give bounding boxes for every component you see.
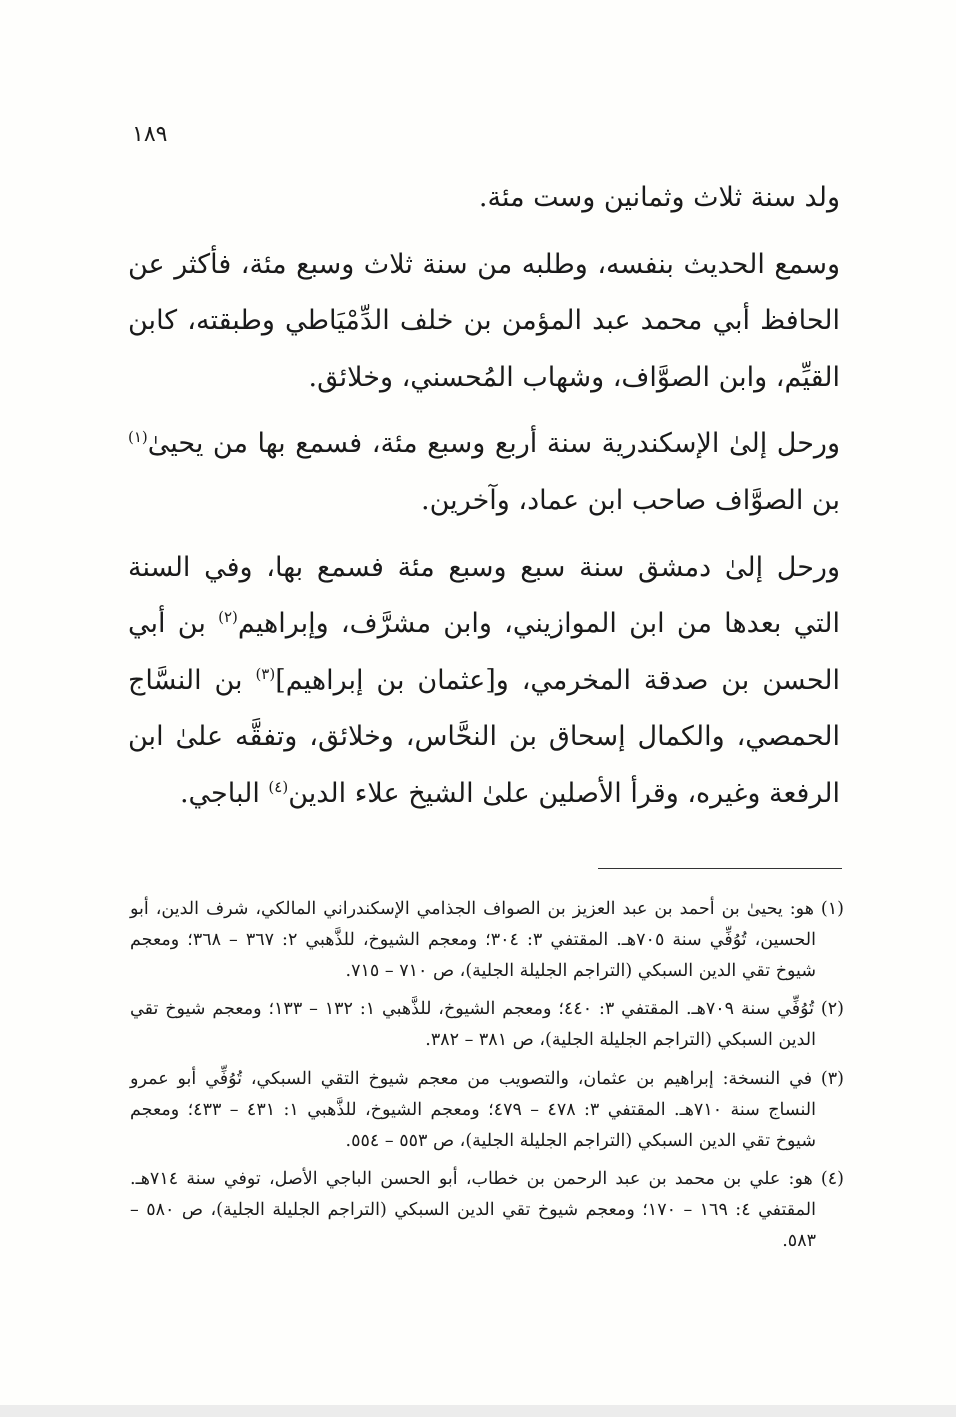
footnote-1: (١) هو: يحيىٰ بن أحمد بن عبد العزيز بن الصواف الجذامي الإسكندراني المالكي، شرف الدين، أبو الحسين، تُوُفِّي سنة ٧٠٥هـ. المقتفي ٣: ٣٠٤؛ ومعجم الشيوخ، للذَّهبي ٢: ٣٦٧ – ٣٦٨؛ ومعجم شيوخ تقي الدين السبكي (التراجم الجليلة الجلية)، ص ٧١٠ – ٧١٥. (130, 899, 844, 981)
paragraph-alexandria (128, 416, 840, 529)
paragraph-hearing: وسمع الحديث بنفسه، وطلبه من سنة ثلاث وسبع مئة، فأكثر عن الحافظ أبي محمد عبد المؤمن بن خلف الدِّمْيَاطي وطبقته، كابن القيِّم، وابن الصوَّاف، وشهاب المُحسني، وخلائق. (128, 248, 840, 393)
footnote-separator (598, 868, 842, 869)
footnote-ref-3[interactable]: (٣) (255, 664, 276, 683)
footnote-ref-1[interactable]: (١) (128, 428, 148, 447)
footnote-2: (٢) تُوُفِّي سنة ٧٠٩هـ. المقتفي ٣: ٤٤٠؛ ومعجم الشيوخ، للذَّهبي ١: ١٣٢ – ١٣٣؛ ومعجم شيوخ تقي الدين السبكي (التراجم الجليلة الجلية)، ص ٣٨١ – ٣٨٢. (130, 999, 844, 1051)
text-segment: بن أبي الحسن بن صدقة المخرمي، و[عثمان بن إبراهيم] (128, 608, 840, 696)
footnote-4: (٤) هو: علي بن محمد بن عبد الرحمن بن خطاب، أبو الحسن الباجي الأصل، توفي سنة ٧١٤هـ. المقتفي ٤: ١٦٩ – ١٧٠؛ ومعجم شيوخ تقي الدين السبكي (التراجم الجليلة الجلية)، ص ٥٨٠ – ٥٨٣. (130, 1169, 844, 1251)
main-text (128, 170, 840, 823)
text-segment: ورحل إلىٰ الإسكندرية سنة أربع وسبع مئة، فسمع بها من يحيىٰ (147, 428, 840, 460)
text-segment: الباجي. (179, 777, 269, 809)
footnotes (130, 894, 844, 1265)
text-segment: بن النسَّاج الحمصي، والكمال إسحاق بن النحَّاس، وخلائق، وتفقَّه علىٰ ابن الرفعة وغيره، وقرأ الأصلين علىٰ الشيخ علاء الدين (128, 664, 840, 809)
footnote-ref-4[interactable]: (٤) (268, 777, 289, 796)
paragraph-damascus (128, 540, 840, 823)
footnote-ref-2[interactable]: (٢) (218, 608, 238, 627)
page-number: ١٨٩ (132, 122, 168, 147)
paragraph-birth: ولد سنة ثلاث وثمانين وست مئة. (478, 182, 840, 213)
text-segment: بن الصوَّاف صاحب ابن عماد، وآخرين. (421, 484, 840, 516)
text-segment: ورحل إلىٰ دمشق سنة سبع وسبع مئة فسمع بها، وفي السنة التي بعدها من ابن الموازيني، وابن مشرَّف، وإبراهيم (128, 551, 840, 640)
footnote-3: (٣) في النسخة: إبراهيم بن عثمان، والتصويب من معجم شيوخ التقي السبكي، تُوُفِّي أبو عمرو النساج سنة ٧١٠هـ. المقتفي ٣: ٤٧٨ – ٤٧٩؛ ومعجم الشيوخ، للذَّهبي ١: ٤٣١ – ٤٣٣؛ ومعجم شيوخ تقي الدين السبكي (التراجم الجليلة الجلية)، ص ٥٥٣ – ٥٥٤. (130, 1068, 844, 1151)
